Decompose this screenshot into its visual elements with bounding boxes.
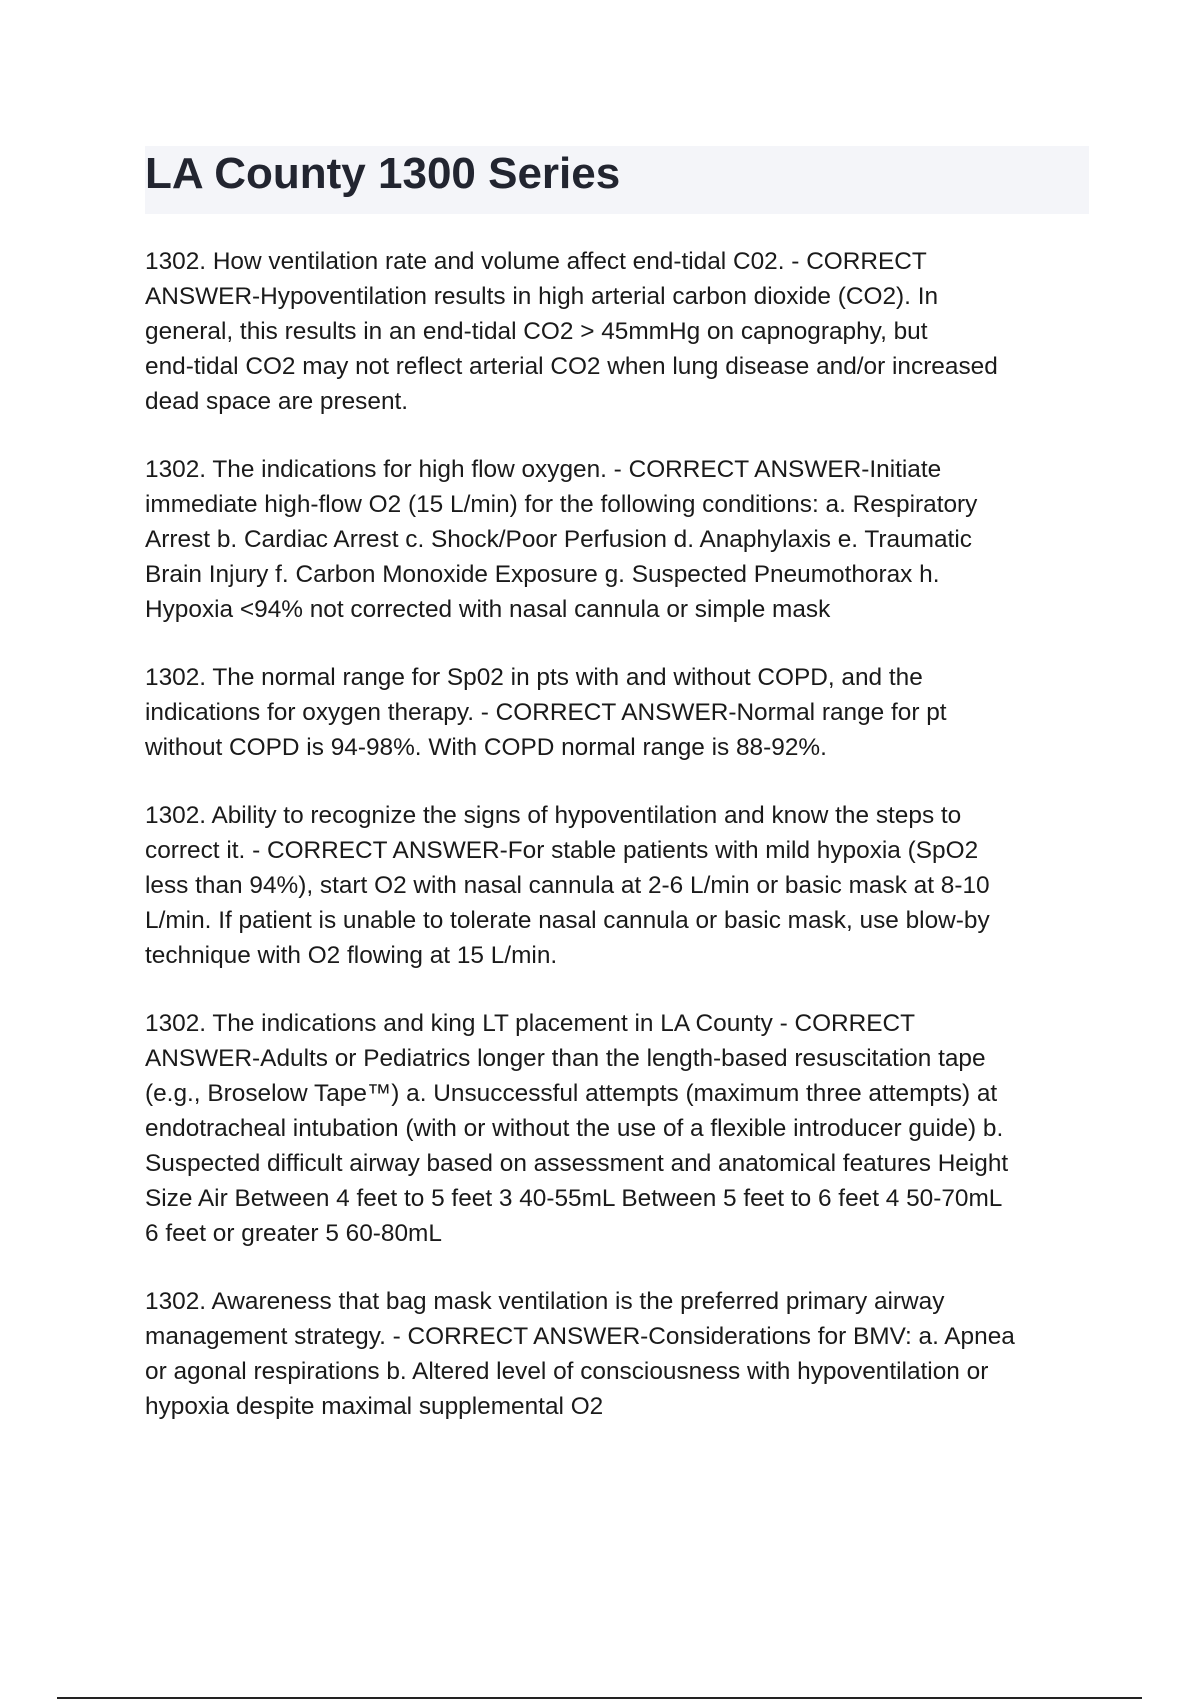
- text-line: immediate high-flow O2 (15 L/min) for the following conditions: a. Respiratory: [145, 491, 978, 518]
- text-line: 1302. Awareness that bag mask ventilation is the preferred primary airway: [145, 1288, 945, 1315]
- qa-entry-2: [145, 452, 1090, 627]
- text-line: Hypoxia <94% not corrected with nasal cannula or simple mask: [145, 596, 831, 623]
- text-line: ANSWER-Adults or Pediatrics longer than the length-based resuscitation tape: [145, 1045, 986, 1072]
- text-line: end-tidal CO2 may not reflect arterial CO2 when lung disease and/or increased: [145, 353, 998, 380]
- text-line: 1302. Ability to recognize the signs of hypoventilation and know the steps to: [145, 802, 962, 829]
- document-body: [145, 244, 1090, 1457]
- text-line: dead space are present.: [145, 388, 409, 415]
- text-line: Suspected difficult airway based on assessment and anatomical features Height: [145, 1150, 1009, 1177]
- text-line: 1302. The normal range for Sp02 in pts with and without COPD, and the: [145, 664, 923, 691]
- text-line: Size Air Between 4 feet to 5 feet 3 40-55mL Between 5 feet to 6 feet 4 50-70mL: [145, 1185, 1003, 1212]
- text-line: correct it. - CORRECT ANSWER-For stable patients with mild hypoxia (SpO2: [145, 837, 979, 864]
- text-line: Arrest b. Cardiac Arrest c. Shock/Poor Perfusion d. Anaphylaxis e. Traumatic: [145, 526, 972, 553]
- text-line: 1302. How ventilation rate and volume affect end-tidal C02. - CORRECT: [145, 248, 927, 275]
- qa-entry-5: [145, 1006, 1090, 1251]
- text-line: (e.g., Broselow Tape™) a. Unsuccessful attempts (maximum three attempts) at: [145, 1080, 998, 1107]
- text-line: 6 feet or greater 5 60-80mL: [145, 1220, 442, 1247]
- text-line: general, this results in an end-tidal CO2 > 45mmHg on capnography, but: [145, 318, 928, 345]
- text-line: or agonal respirations b. Altered level of consciousness with hypoventilation or: [145, 1358, 989, 1385]
- text-line: without COPD is 94-98%. With COPD normal range is 88-92%.: [145, 734, 827, 761]
- text-line: Brain Injury f. Carbon Monoxide Exposure g. Suspected Pneumothorax h.: [145, 561, 940, 588]
- text-line: management strategy. - CORRECT ANSWER-Considerations for BMV: a. Apnea: [145, 1323, 1015, 1350]
- qa-entry-1: [145, 244, 1090, 419]
- text-line: ANSWER-Hypoventilation results in high arterial carbon dioxide (CO2). In: [145, 283, 939, 310]
- text-line: 1302. The indications and king LT placement in LA County - CORRECT: [145, 1010, 916, 1037]
- text-line: hypoxia despite maximal supplemental O2: [145, 1393, 604, 1420]
- text-line: endotracheal intubation (with or without the use of a flexible introducer guide) b.: [145, 1115, 1004, 1142]
- title-banner: [145, 146, 1089, 214]
- qa-entry-6: [145, 1284, 1090, 1424]
- qa-entry-4: [145, 798, 1090, 973]
- text-line: technique with O2 flowing at 15 L/min.: [145, 942, 558, 969]
- text-line: indications for oxygen therapy. - CORRECT ANSWER-Normal range for pt: [145, 699, 947, 726]
- text-line: L/min. If patient is unable to tolerate nasal cannula or basic mask, use blow-by: [145, 907, 990, 934]
- footer-divider: [57, 1697, 1142, 1699]
- qa-entry-3: [145, 660, 1090, 765]
- page-title: LA County 1300 Series: [145, 149, 621, 198]
- text-line: less than 94%), start O2 with nasal cannula at 2-6 L/min or basic mask at 8-10: [145, 872, 990, 899]
- text-line: 1302. The indications for high flow oxygen. - CORRECT ANSWER-Initiate: [145, 456, 942, 483]
